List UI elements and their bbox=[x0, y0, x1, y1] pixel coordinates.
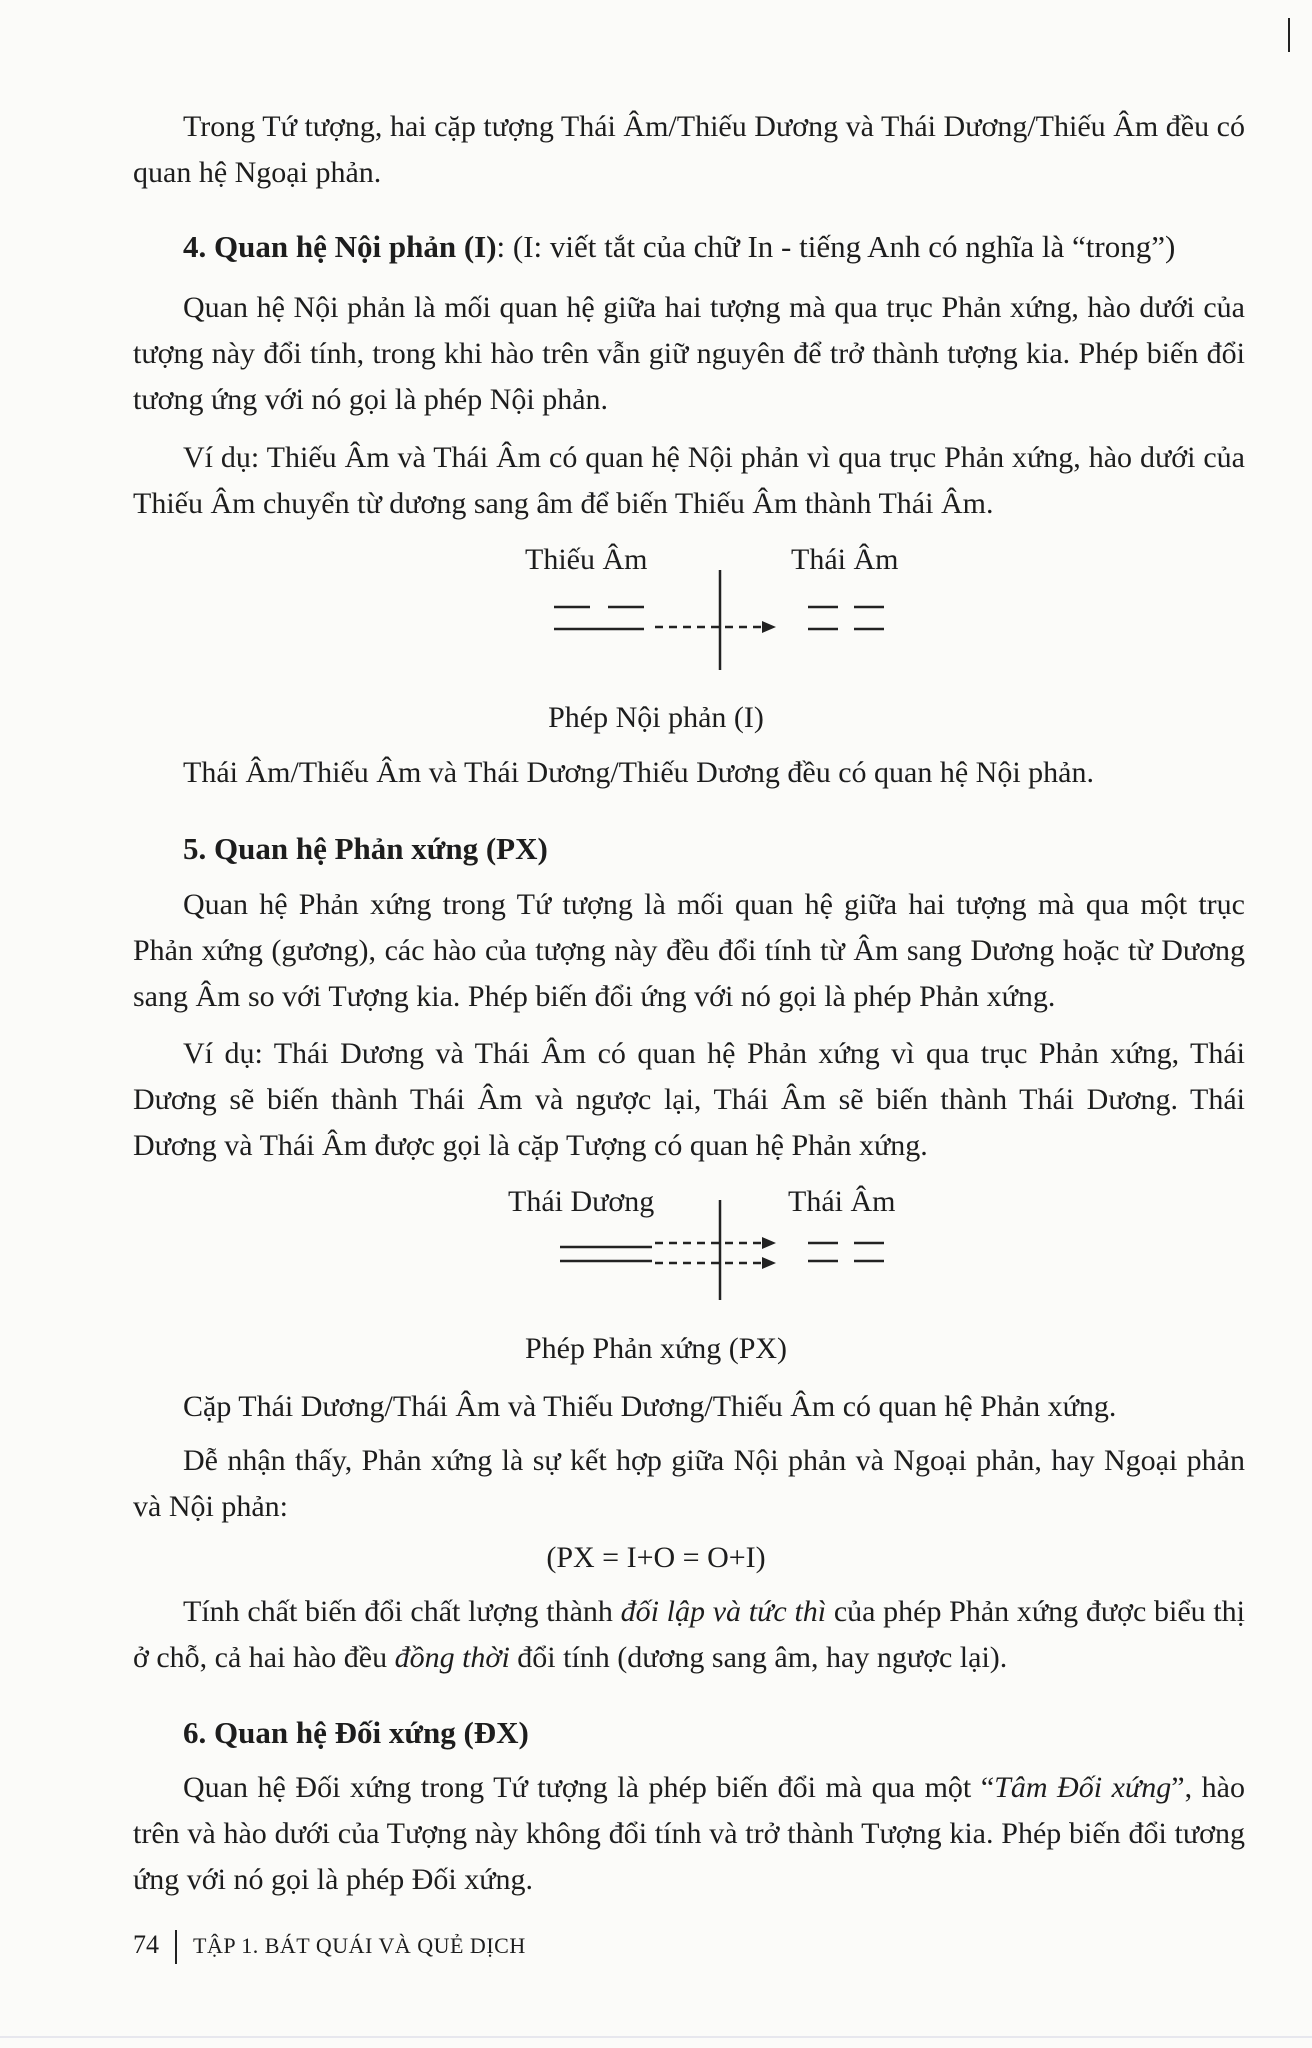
paragraph-phan-xung-property bbox=[133, 1589, 1245, 1681]
paragraph-doi-xung-definition bbox=[133, 1765, 1245, 1903]
heading-phan-xung: 5. Quan hệ Phản xứng (PX) bbox=[183, 831, 548, 866]
diagram1-right-label: Thái Âm bbox=[791, 543, 899, 576]
diagram1-noi-phan-figure bbox=[540, 565, 900, 675]
footer-separator bbox=[175, 1930, 177, 1964]
diagram2-right-label: Thái Âm bbox=[788, 1185, 896, 1218]
heading-doi-xung: 6. Quan hệ Đối xứng (ĐX) bbox=[183, 1715, 529, 1750]
doi-xung-text-a: Quan hệ Đối xứng trong Tứ tượng là phép biến đổi mà qua một “ bbox=[183, 1771, 995, 1804]
heading-noi-phan bbox=[183, 224, 1175, 270]
paragraph-phan-xung-example: Ví dụ: Thái Dương và Thái Âm có quan hệ Phản xứng vì qua trục Phản xứng, Thái Dương sẽ biến thành Thái Âm và ngược lại, Thái Âm sẽ biến thành Thái Dương. Thái Dương và Thái Âm được gọi là cặp Tượng có quan hệ Phản xứng. bbox=[133, 1037, 1245, 1162]
diagram1-caption: Phép Nội phản (I) bbox=[548, 701, 764, 734]
paragraph-phan-xung-definition: Quan hệ Phản xứng trong Tứ tượng là mối quan hệ giữa hai tượng mà qua một trục Phản xứng (gương), các hào của tượng này đều đổi tính từ Âm sang Dương hoặc từ Dương sang Âm so với Tượng kia. Phép biến đổi ứng với nó gọi là phép Phản xứng. bbox=[133, 888, 1245, 1013]
heading-noi-phan-note: : (I: viết tắt của chữ In - tiếng Anh có nghĩa là “trong”) bbox=[496, 229, 1176, 264]
paragraph-phan-xung-pairs: Cặp Thái Dương/Thái Âm và Thiếu Dương/Thiếu Âm có quan hệ Phản xứng. bbox=[183, 1390, 1117, 1423]
page-number: 74 bbox=[133, 1930, 159, 1959]
corner-mark bbox=[1288, 18, 1290, 52]
paragraph-ngoai-phan-summary: Trong Tứ tượng, hai cặp tượng Thái Âm/Thiếu Dương và Thái Dương/Thiếu Âm đều có quan hệ Ngoại phản. bbox=[133, 110, 1245, 189]
diagram2-left-label: Thái Dương bbox=[508, 1185, 655, 1218]
scan-edge bbox=[0, 2036, 1312, 2038]
property-emphasis-1: đối lập và tức thì bbox=[620, 1595, 827, 1628]
doi-xung-text-b: ”, hào trên và hào dưới của Tượng này không đổi tính và trở thành Tượng kia. Phép biến đổi tương ứng với nó gọi là phép Đối xứng. bbox=[133, 1771, 1245, 1896]
paragraph-noi-phan-definition: Quan hệ Nội phản là mối quan hệ giữa hai tượng mà qua trục Phản xứng, hào dưới của tượng này đổi tính, trong khi hào trên vẫn giữ nguyên để trở thành tượng kia. Phép biến đổi tương ứng với nó gọi là phép Nội phản. bbox=[133, 291, 1245, 416]
paragraph-phan-xung-combination: Dễ nhận thấy, Phản xứng là sự kết hợp giữa Nội phản và Ngoại phản, hay Ngoại phản và Nội phản: bbox=[133, 1444, 1245, 1523]
doi-xung-emphasis: Tâm Đối xứng bbox=[994, 1771, 1172, 1804]
paragraph-noi-phan-pairs: Thái Âm/Thiếu Âm và Thái Dương/Thiếu Dương đều có quan hệ Nội phản. bbox=[183, 756, 1095, 789]
diagram2-phan-xung-figure bbox=[540, 1195, 900, 1305]
formula: (PX = I+O = O+I) bbox=[546, 1541, 766, 1574]
property-text-b: của phép Phản xứng được biểu thị ở chỗ, cả hai hào đều bbox=[133, 1595, 1246, 1674]
property-text-a: Tính chất biến đổi chất lượng thành bbox=[183, 1595, 621, 1628]
paragraph-noi-phan-example: Ví dụ: Thiếu Âm và Thái Âm có quan hệ Nội phản vì qua trục Phản xứng, hào dưới của Thiếu Âm chuyển từ dương sang âm để biến Thiếu Âm thành Thái Âm. bbox=[133, 441, 1245, 520]
heading-noi-phan-title: 4. Quan hệ Nội phản (I) bbox=[183, 229, 497, 264]
property-text-c: đổi tính (dương sang âm, hay ngược lại). bbox=[509, 1641, 1008, 1674]
property-emphasis-2: đồng thời bbox=[394, 1641, 510, 1674]
page-footer bbox=[133, 1925, 526, 1966]
diagram2-caption: Phép Phản xứng (PX) bbox=[524, 1332, 788, 1365]
diagram1-left-label: Thiếu Âm bbox=[525, 543, 648, 576]
book-title: TẬP 1. BÁT QUÁI VÀ QUẺ DỊCH bbox=[193, 1933, 526, 1958]
